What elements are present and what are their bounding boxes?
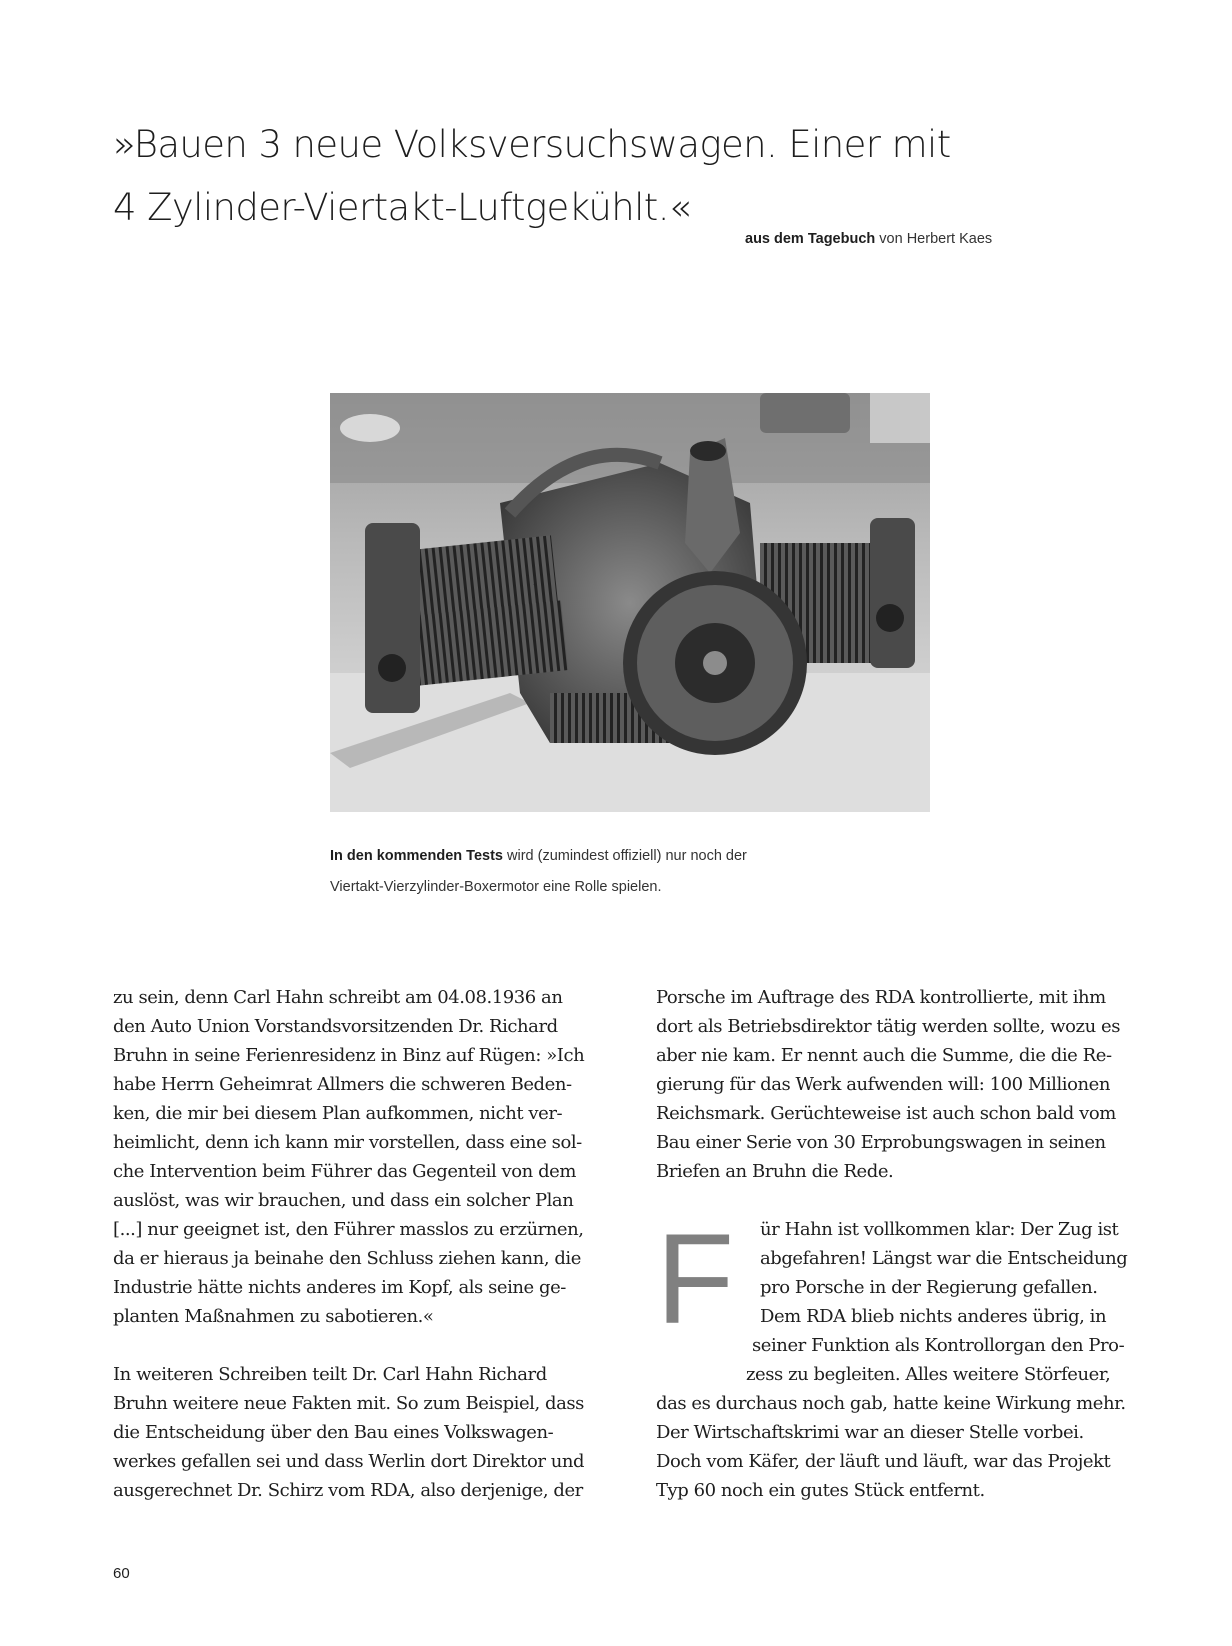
right-column xyxy=(656,983,1176,1505)
text-line: das es durchaus noch gab, hatte keine Wirkung mehr. xyxy=(656,1393,1126,1414)
headline xyxy=(113,113,1113,239)
photo-caption xyxy=(330,841,950,903)
text-line: Porsche im Auftrage des RDA kontrollierte, mit ihm xyxy=(656,987,1106,1008)
text-line: Industrie hätte nichts anderes im Kopf, als seine ge- xyxy=(113,1277,566,1298)
text-line: pro Porsche in der Regierung gefallen. xyxy=(760,1277,1098,1298)
drop-cap: F xyxy=(656,1208,734,1351)
text-line: aber nie kam. Er nennt auch die Summe, die die Re- xyxy=(656,1045,1112,1066)
paragraph-gap xyxy=(656,1186,1176,1215)
text-line: habe Herrn Geheimrat Allmers die schweren Beden- xyxy=(113,1074,572,1095)
left-paragraph-1 xyxy=(113,983,633,1331)
text-line: Doch vom Käfer, der läuft und läuft, war das Projekt xyxy=(656,1451,1111,1472)
text-line: heimlicht, denn ich kann mir vorstellen, dass eine sol- xyxy=(113,1132,582,1153)
caption-line-2: Viertakt-Vierzylinder-Boxermotor eine Rolle spielen. xyxy=(330,879,662,895)
text-line: Dem RDA blieb nichts anderes übrig, in xyxy=(760,1306,1107,1327)
text-line: ür Hahn ist vollkommen klar: Der Zug ist xyxy=(760,1219,1119,1240)
engine-photo-illustration xyxy=(330,393,930,812)
text-line: zu sein, denn Carl Hahn schreibt am 04.08.1936 an xyxy=(113,987,563,1008)
text-line: auslöst, was wir brauchen, und dass ein solcher Plan xyxy=(113,1190,574,1211)
right-paragraph-2 xyxy=(656,1208,1176,1505)
engine-photo xyxy=(330,393,930,812)
text-line: gierung für das Werk aufwenden will: 100 Millionen xyxy=(656,1074,1110,1095)
attribution xyxy=(745,231,992,247)
text-line: den Auto Union Vorstandsvorsitzenden Dr. Richard xyxy=(113,1016,558,1037)
text-line: Typ 60 noch ein gutes Stück entfernt. xyxy=(656,1480,985,1501)
text-line: zess zu begleiten. Alles weitere Störfeuer, xyxy=(746,1364,1111,1385)
text-line: Briefen an Bruhn die Rede. xyxy=(656,1161,894,1182)
page-number: 60 xyxy=(113,1565,130,1582)
text-line: seiner Funktion als Kontrollorgan den Pro- xyxy=(752,1335,1125,1356)
text-line: abgefahren! Längst war die Entscheidung xyxy=(760,1248,1128,1269)
headline-line-1: »Bauen 3 neue Volksversuchswagen. Einer mit xyxy=(113,123,951,166)
text-line: [...] nur geeignet ist, den Führer masslos zu erzürnen, xyxy=(113,1219,584,1240)
left-column xyxy=(113,983,633,1505)
text-line: ken, die mir bei diesem Plan aufkommen, nicht ver- xyxy=(113,1103,563,1124)
text-line: werkes gefallen sei und dass Werlin dort Direktor und xyxy=(113,1451,585,1472)
text-line: Der Wirtschaftskrimi war an dieser Stelle vorbei. xyxy=(656,1422,1084,1443)
text-line: Reichsmark. Gerüchteweise ist auch schon bald vom xyxy=(656,1103,1116,1124)
right-paragraph-1 xyxy=(656,983,1176,1186)
text-line: Bruhn weitere neue Fakten mit. So zum Beispiel, dass xyxy=(113,1393,584,1414)
text-line: che Intervention beim Führer das Gegenteil von dem xyxy=(113,1161,576,1182)
text-line: In weiteren Schreiben teilt Dr. Carl Hahn Richard xyxy=(113,1364,547,1385)
paragraph-gap xyxy=(113,1331,633,1360)
text-line: da er hieraus ja beinahe den Schluss ziehen kann, die xyxy=(113,1248,581,1269)
text-line: Bruhn in seine Ferienresidenz in Binz auf Rügen: »Ich xyxy=(113,1045,585,1066)
left-paragraph-2 xyxy=(113,1360,633,1505)
text-line: ausgerechnet Dr. Schirz vom RDA, also derjenige, der xyxy=(113,1480,583,1501)
attribution-source: aus dem Tagebuch xyxy=(745,231,876,247)
text-line: Bau einer Serie von 30 Erprobungswagen in seinen xyxy=(656,1132,1106,1153)
caption-lead: In den kommenden Tests xyxy=(330,848,503,864)
text-line: planten Maßnahmen zu sabotieren.« xyxy=(113,1306,434,1327)
text-line: dort als Betriebsdirektor tätig werden sollte, wozu es xyxy=(656,1016,1120,1037)
caption-line-1-rest: wird (zumindest offiziell) nur noch der xyxy=(502,848,747,864)
headline-line-2: 4 Zylinder-Viertakt-Luftgekühlt.« xyxy=(113,186,691,229)
attribution-author: von Herbert Kaes xyxy=(875,231,993,247)
caption-line-1 xyxy=(330,841,950,872)
text-line: die Entscheidung über den Bau eines Volkswagen- xyxy=(113,1422,554,1443)
